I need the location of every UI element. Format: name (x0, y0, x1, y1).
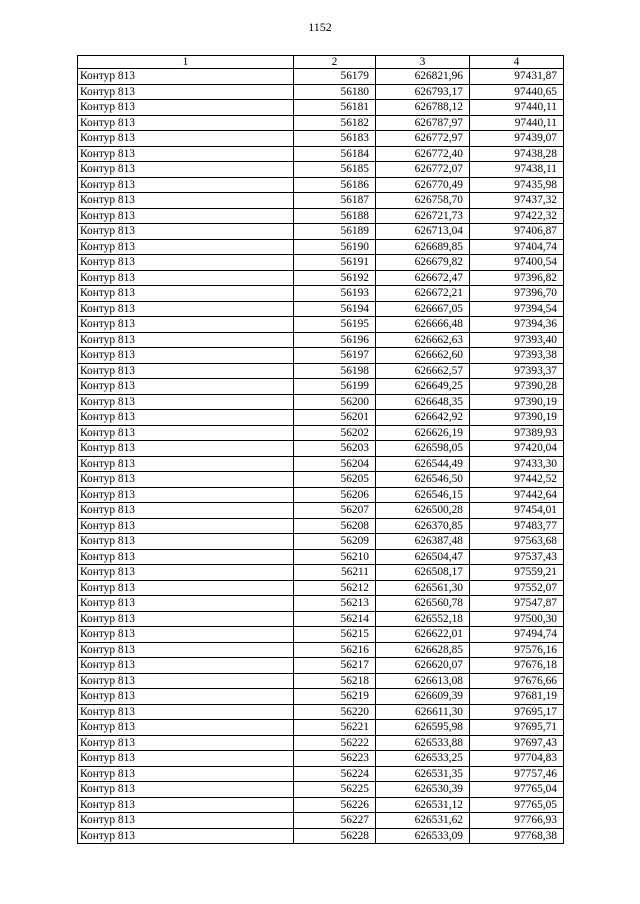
contour-name-cell: Контур 813 (78, 363, 294, 379)
y-coordinate-cell: 97676,66 (470, 673, 564, 689)
table-row (78, 534, 564, 550)
x-coordinate-cell: 626611,30 (376, 704, 470, 720)
page-number: 1152 (308, 20, 332, 34)
y-coordinate-cell: 97695,17 (470, 704, 564, 720)
contour-name-cell: Контур 813 (78, 425, 294, 441)
y-coordinate-cell: 97394,36 (470, 317, 564, 333)
point-number-cell: 56190 (294, 239, 376, 255)
y-coordinate-cell: 97433,30 (470, 456, 564, 472)
x-coordinate-cell: 626679,82 (376, 255, 470, 271)
y-coordinate-cell: 97676,18 (470, 658, 564, 674)
table-row (78, 611, 564, 627)
contour-name-cell: Контур 813 (78, 441, 294, 457)
x-coordinate-cell: 626531,12 (376, 797, 470, 813)
point-number-cell: 56201 (294, 410, 376, 426)
x-coordinate-cell: 626689,85 (376, 239, 470, 255)
contour-name-cell: Контур 813 (78, 286, 294, 302)
x-coordinate-cell: 626821,96 (376, 69, 470, 85)
x-coordinate-cell: 626546,50 (376, 472, 470, 488)
point-number-cell: 56204 (294, 456, 376, 472)
point-number-cell: 56216 (294, 642, 376, 658)
point-number-cell: 56202 (294, 425, 376, 441)
x-coordinate-cell: 626622,01 (376, 627, 470, 643)
contour-name-cell: Контур 813 (78, 751, 294, 767)
y-coordinate-cell: 97438,28 (470, 146, 564, 162)
table-row (78, 518, 564, 534)
point-number-cell: 56218 (294, 673, 376, 689)
column-header-3: 3 (376, 56, 470, 69)
column-header-1: 1 (78, 56, 294, 69)
contour-name-cell: Контур 813 (78, 704, 294, 720)
table-row (78, 565, 564, 581)
point-number-cell: 56179 (294, 69, 376, 85)
table-row (78, 735, 564, 751)
point-number-cell: 56198 (294, 363, 376, 379)
y-coordinate-cell: 97695,71 (470, 720, 564, 736)
table-row (78, 162, 564, 178)
x-coordinate-cell: 626662,63 (376, 332, 470, 348)
y-coordinate-cell: 97563,68 (470, 534, 564, 550)
contour-name-cell: Контур 813 (78, 69, 294, 85)
y-coordinate-cell: 97437,32 (470, 193, 564, 209)
y-coordinate-cell: 97393,40 (470, 332, 564, 348)
table-row (78, 704, 564, 720)
table-row (78, 208, 564, 224)
point-number-cell: 56211 (294, 565, 376, 581)
x-coordinate-cell: 626772,07 (376, 162, 470, 178)
contour-name-cell: Контур 813 (78, 472, 294, 488)
x-coordinate-cell: 626772,97 (376, 131, 470, 147)
contour-name-cell: Контур 813 (78, 580, 294, 596)
y-coordinate-cell: 97431,87 (470, 69, 564, 85)
x-coordinate-cell: 626788,12 (376, 100, 470, 116)
y-coordinate-cell: 97537,43 (470, 549, 564, 565)
table-row (78, 456, 564, 472)
contour-name-cell: Контур 813 (78, 813, 294, 829)
y-coordinate-cell: 97766,93 (470, 813, 564, 829)
point-number-cell: 56203 (294, 441, 376, 457)
point-number-cell: 56197 (294, 348, 376, 364)
y-coordinate-cell: 97396,82 (470, 270, 564, 286)
point-number-cell: 56194 (294, 301, 376, 317)
y-coordinate-cell: 97438,11 (470, 162, 564, 178)
header-row (78, 56, 564, 69)
point-number-cell: 56210 (294, 549, 376, 565)
table-row (78, 270, 564, 286)
point-number-cell: 56228 (294, 828, 376, 844)
x-coordinate-cell: 626672,21 (376, 286, 470, 302)
table-body (78, 69, 564, 844)
point-number-cell: 56219 (294, 689, 376, 705)
contour-name-cell: Контур 813 (78, 627, 294, 643)
y-coordinate-cell: 97396,70 (470, 286, 564, 302)
y-coordinate-cell: 97389,93 (470, 425, 564, 441)
point-number-cell: 56222 (294, 735, 376, 751)
x-coordinate-cell: 626370,85 (376, 518, 470, 534)
y-coordinate-cell: 97400,54 (470, 255, 564, 271)
x-coordinate-cell: 626626,19 (376, 425, 470, 441)
contour-name-cell: Контур 813 (78, 115, 294, 131)
table-row (78, 751, 564, 767)
contour-name-cell: Контур 813 (78, 456, 294, 472)
y-coordinate-cell: 97704,83 (470, 751, 564, 767)
point-number-cell: 56207 (294, 503, 376, 519)
y-coordinate-cell: 97406,87 (470, 224, 564, 240)
x-coordinate-cell: 626642,92 (376, 410, 470, 426)
y-coordinate-cell: 97390,19 (470, 394, 564, 410)
contour-name-cell: Контур 813 (78, 208, 294, 224)
point-number-cell: 56188 (294, 208, 376, 224)
table-row (78, 301, 564, 317)
x-coordinate-cell: 626598,05 (376, 441, 470, 457)
point-number-cell: 56213 (294, 596, 376, 612)
y-coordinate-cell: 97404,74 (470, 239, 564, 255)
contour-name-cell: Контур 813 (78, 534, 294, 550)
point-number-cell: 56195 (294, 317, 376, 333)
contour-name-cell: Контур 813 (78, 100, 294, 116)
table-row (78, 549, 564, 565)
table-row (78, 131, 564, 147)
x-coordinate-cell: 626770,49 (376, 177, 470, 193)
x-coordinate-cell: 626628,85 (376, 642, 470, 658)
contour-name-cell: Контур 813 (78, 503, 294, 519)
x-coordinate-cell: 626544,49 (376, 456, 470, 472)
x-coordinate-cell: 626531,62 (376, 813, 470, 829)
contour-name-cell: Контур 813 (78, 332, 294, 348)
y-coordinate-cell: 97393,37 (470, 363, 564, 379)
table-row (78, 797, 564, 813)
contour-name-cell: Контур 813 (78, 410, 294, 426)
point-number-cell: 56193 (294, 286, 376, 302)
x-coordinate-cell: 626500,28 (376, 503, 470, 519)
point-number-cell: 56225 (294, 782, 376, 798)
table-row (78, 146, 564, 162)
point-number-cell: 56208 (294, 518, 376, 534)
contour-name-cell: Контур 813 (78, 146, 294, 162)
point-number-cell: 56186 (294, 177, 376, 193)
table-row (78, 487, 564, 503)
x-coordinate-cell: 626533,25 (376, 751, 470, 767)
table-row (78, 69, 564, 85)
table-row (78, 782, 564, 798)
y-coordinate-cell: 97552,07 (470, 580, 564, 596)
contour-name-cell: Контур 813 (78, 84, 294, 100)
table-row (78, 317, 564, 333)
table-row (78, 596, 564, 612)
table-row (78, 286, 564, 302)
table-row (78, 503, 564, 519)
contour-name-cell: Контур 813 (78, 193, 294, 209)
point-number-cell: 56221 (294, 720, 376, 736)
table-row (78, 425, 564, 441)
point-number-cell: 56200 (294, 394, 376, 410)
x-coordinate-cell: 626504,47 (376, 549, 470, 565)
x-coordinate-cell: 626531,35 (376, 766, 470, 782)
y-coordinate-cell: 97394,54 (470, 301, 564, 317)
y-coordinate-cell: 97440,11 (470, 100, 564, 116)
contour-name-cell: Контур 813 (78, 487, 294, 503)
table-row (78, 193, 564, 209)
contour-name-cell: Контур 813 (78, 348, 294, 364)
y-coordinate-cell: 97757,46 (470, 766, 564, 782)
x-coordinate-cell: 626560,78 (376, 596, 470, 612)
contour-name-cell: Контур 813 (78, 177, 294, 193)
point-number-cell: 56224 (294, 766, 376, 782)
y-coordinate-cell: 97390,19 (470, 410, 564, 426)
y-coordinate-cell: 97494,74 (470, 627, 564, 643)
column-header-2: 2 (294, 56, 376, 69)
x-coordinate-cell: 626552,18 (376, 611, 470, 627)
x-coordinate-cell: 626721,73 (376, 208, 470, 224)
contour-name-cell: Контур 813 (78, 379, 294, 395)
x-coordinate-cell: 626530,39 (376, 782, 470, 798)
point-number-cell: 56205 (294, 472, 376, 488)
x-coordinate-cell: 626546,15 (376, 487, 470, 503)
y-coordinate-cell: 97422,32 (470, 208, 564, 224)
y-coordinate-cell: 97559,21 (470, 565, 564, 581)
contour-name-cell: Контур 813 (78, 255, 294, 271)
x-coordinate-cell: 626648,35 (376, 394, 470, 410)
x-coordinate-cell: 626758,70 (376, 193, 470, 209)
point-number-cell: 56214 (294, 611, 376, 627)
table-row (78, 720, 564, 736)
point-number-cell: 56212 (294, 580, 376, 596)
x-coordinate-cell: 626609,39 (376, 689, 470, 705)
table-row (78, 224, 564, 240)
contour-name-cell: Контур 813 (78, 735, 294, 751)
y-coordinate-cell: 97765,04 (470, 782, 564, 798)
x-coordinate-cell: 626561,30 (376, 580, 470, 596)
table-row (78, 441, 564, 457)
x-coordinate-cell: 626595,98 (376, 720, 470, 736)
point-number-cell: 56206 (294, 487, 376, 503)
x-coordinate-cell: 626620,07 (376, 658, 470, 674)
contour-name-cell: Контур 813 (78, 689, 294, 705)
y-coordinate-cell: 97439,07 (470, 131, 564, 147)
point-number-cell: 56223 (294, 751, 376, 767)
table-row (78, 115, 564, 131)
x-coordinate-cell: 626613,08 (376, 673, 470, 689)
contour-name-cell: Контур 813 (78, 828, 294, 844)
contour-name-cell: Контур 813 (78, 642, 294, 658)
x-coordinate-cell: 626772,40 (376, 146, 470, 162)
point-number-cell: 56220 (294, 704, 376, 720)
table-header (78, 56, 564, 69)
contour-name-cell: Контур 813 (78, 549, 294, 565)
table-row (78, 100, 564, 116)
table-row (78, 84, 564, 100)
contour-name-cell: Контур 813 (78, 394, 294, 410)
table-row (78, 689, 564, 705)
y-coordinate-cell: 97393,38 (470, 348, 564, 364)
table-row (78, 642, 564, 658)
point-number-cell: 56187 (294, 193, 376, 209)
y-coordinate-cell: 97440,65 (470, 84, 564, 100)
x-coordinate-cell: 626787,97 (376, 115, 470, 131)
table-row (78, 394, 564, 410)
x-coordinate-cell: 626666,48 (376, 317, 470, 333)
x-coordinate-cell: 626713,04 (376, 224, 470, 240)
table-row (78, 363, 564, 379)
table-row (78, 813, 564, 829)
y-coordinate-cell: 97681,19 (470, 689, 564, 705)
x-coordinate-cell: 626533,09 (376, 828, 470, 844)
y-coordinate-cell: 97435,98 (470, 177, 564, 193)
x-coordinate-cell: 626387,48 (376, 534, 470, 550)
contour-name-cell: Контур 813 (78, 224, 294, 240)
x-coordinate-cell: 626533,88 (376, 735, 470, 751)
y-coordinate-cell: 97440,11 (470, 115, 564, 131)
contour-name-cell: Контур 813 (78, 596, 294, 612)
point-number-cell: 56217 (294, 658, 376, 674)
point-number-cell: 56182 (294, 115, 376, 131)
contour-name-cell: Контур 813 (78, 720, 294, 736)
point-number-cell: 56199 (294, 379, 376, 395)
table-row (78, 658, 564, 674)
point-number-cell: 56189 (294, 224, 376, 240)
y-coordinate-cell: 97500,30 (470, 611, 564, 627)
contour-name-cell: Контур 813 (78, 239, 294, 255)
point-number-cell: 56183 (294, 131, 376, 147)
point-number-cell: 56181 (294, 100, 376, 116)
table-row (78, 472, 564, 488)
point-number-cell: 56192 (294, 270, 376, 286)
point-number-cell: 56227 (294, 813, 376, 829)
y-coordinate-cell: 97454,01 (470, 503, 564, 519)
column-header-4: 4 (470, 56, 564, 69)
contour-name-cell: Контур 813 (78, 270, 294, 286)
point-number-cell: 56180 (294, 84, 376, 100)
contour-name-cell: Контур 813 (78, 131, 294, 147)
contour-name-cell: Контур 813 (78, 766, 294, 782)
contour-name-cell: Контур 813 (78, 782, 294, 798)
y-coordinate-cell: 97576,16 (470, 642, 564, 658)
x-coordinate-cell: 626662,60 (376, 348, 470, 364)
x-coordinate-cell: 626672,47 (376, 270, 470, 286)
y-coordinate-cell: 97547,87 (470, 596, 564, 612)
y-coordinate-cell: 97768,38 (470, 828, 564, 844)
table-row (78, 239, 564, 255)
y-coordinate-cell: 97483,77 (470, 518, 564, 534)
x-coordinate-cell: 626793,17 (376, 84, 470, 100)
point-number-cell: 56226 (294, 797, 376, 813)
contour-name-cell: Контур 813 (78, 317, 294, 333)
point-number-cell: 56196 (294, 332, 376, 348)
point-number-cell: 56209 (294, 534, 376, 550)
point-number-cell: 56184 (294, 146, 376, 162)
table-row (78, 673, 564, 689)
table-row (78, 177, 564, 193)
x-coordinate-cell: 626662,57 (376, 363, 470, 379)
point-number-cell: 56191 (294, 255, 376, 271)
y-coordinate-cell: 97390,28 (470, 379, 564, 395)
contour-name-cell: Контур 813 (78, 658, 294, 674)
y-coordinate-cell: 97442,64 (470, 487, 564, 503)
contour-name-cell: Контур 813 (78, 673, 294, 689)
contour-name-cell: Контур 813 (78, 301, 294, 317)
contour-name-cell: Контур 813 (78, 162, 294, 178)
x-coordinate-cell: 626667,05 (376, 301, 470, 317)
contour-name-cell: Контур 813 (78, 611, 294, 627)
point-number-cell: 56185 (294, 162, 376, 178)
y-coordinate-cell: 97442,52 (470, 472, 564, 488)
table-row (78, 410, 564, 426)
table-row (78, 766, 564, 782)
x-coordinate-cell: 626508,17 (376, 565, 470, 581)
contour-name-cell: Контур 813 (78, 797, 294, 813)
coordinates-table (77, 55, 564, 844)
table-row (78, 828, 564, 844)
table-row (78, 580, 564, 596)
x-coordinate-cell: 626649,25 (376, 379, 470, 395)
y-coordinate-cell: 97697,43 (470, 735, 564, 751)
table-row (78, 332, 564, 348)
table-row (78, 255, 564, 271)
y-coordinate-cell: 97420,04 (470, 441, 564, 457)
point-number-cell: 56215 (294, 627, 376, 643)
contour-name-cell: Контур 813 (78, 565, 294, 581)
table-row (78, 379, 564, 395)
contour-name-cell: Контур 813 (78, 518, 294, 534)
y-coordinate-cell: 97765,05 (470, 797, 564, 813)
table-row (78, 348, 564, 364)
table-row (78, 627, 564, 643)
